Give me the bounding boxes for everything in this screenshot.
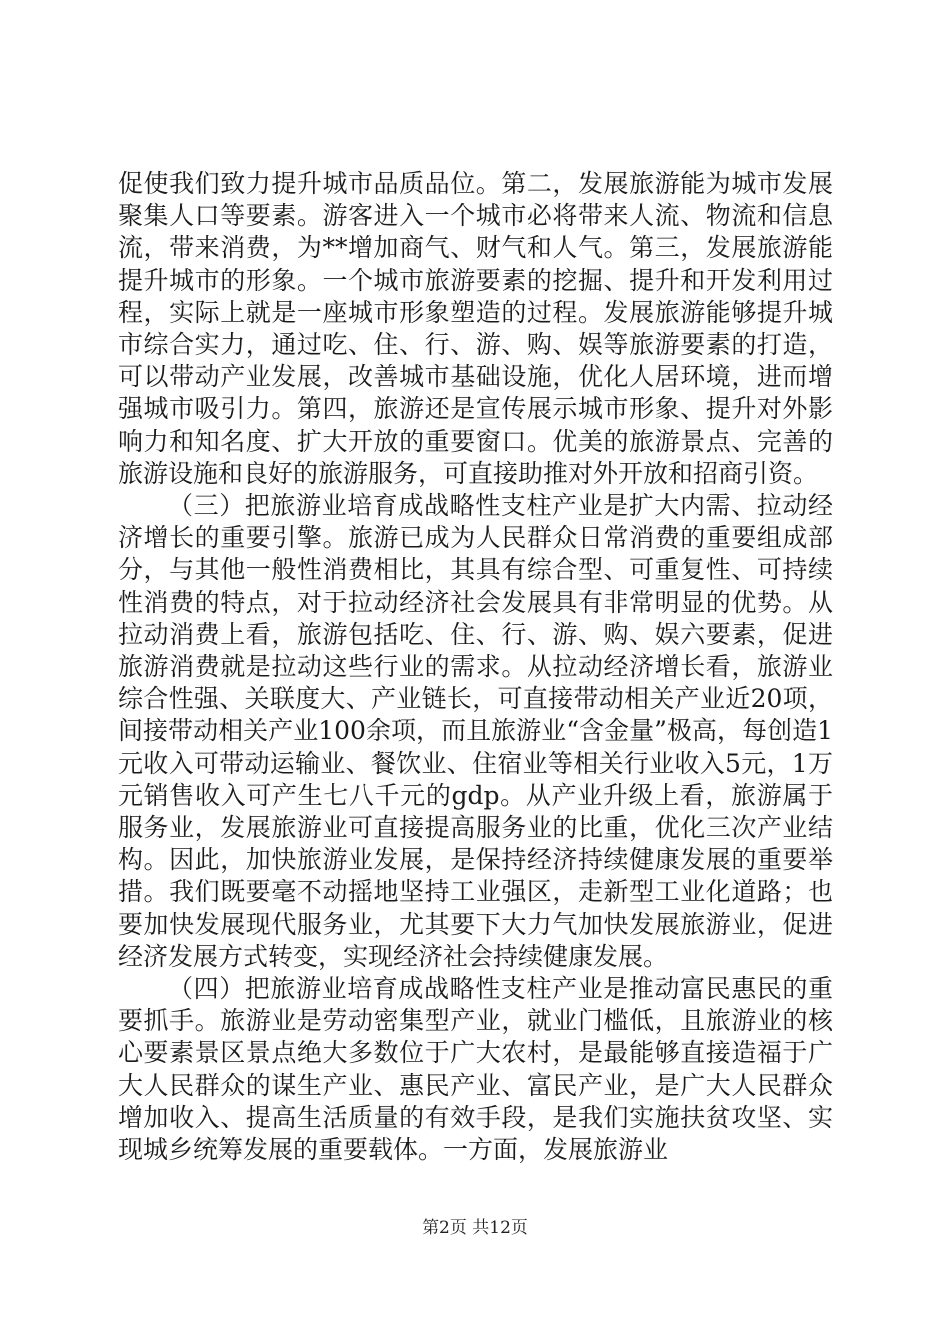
- document-body: [118, 168, 833, 1166]
- paragraph-section-three: （三）把旅游业培育成战略性支柱产业是扩大内需、拉动经济增长的重要引擎。旅游已成为人民群众日常消费的重要组成部分，与其他一般性消费相比，其具有综合型、可重复性、可持续性消费的特点，对于拉动经济社会发展具有非常明显的优势。从拉动消费上看，旅游包括吃、住、行、游、购、娱六要素，促进旅游消费就是拉动这些行业的需求。从拉动经济增长看，旅游业综合性强、关联度大、产业链长，可直接带动相关产业近20项，间接带动相关产业100余项，而且旅游业“含金量”极高，每创造1元收入可带动运输业、餐饮业、住宿业等相关行业收入5元，1万元销售收入可产生七八千元的gdp。从产业升级上看，旅游属于服务业，发展旅游业可直接提高服务业的比重，优化三次产业结构。因此，加快旅游业发展，是保持经济持续健康发展的重要举措。我们既要毫不动摇地坚持工业强区，走新型工业化道路；也要加快发展现代服务业，尤其要下大力气加快发展旅游业，促进经济发展方式转变，实现经济社会持续健康发展。: [118, 491, 833, 971]
- paragraph-section-four: （四）把旅游业培育成战略性支柱产业是推动富民惠民的重要抓手。旅游业是劳动密集型产业，就业门槛低，且旅游业的核心要素景区景点绝大多数位于广大农村，是最能够直接造福于广大人民群众的谋生产业、惠民产业、富民产业，是广大人民群众增加收入、提高生活质量的有效手段，是我们实施扶贫攻坚、实现城乡统筹发展的重要载体。一方面，发展旅游业: [118, 974, 833, 1165]
- paragraph-continued: 促使我们致力提升城市品质品位。第二，发展旅游能为城市发展聚集人口等要素。游客进入一个城市必将带来人流、物流和信息流，带来消费，为**增加商气、财气和人气。第三，发展旅游能提升城市的形象。一个城市旅游要素的挖掘、提升和开发利用过程，实际上就是一座城市形象塑造的过程。发展旅游能够提升城市综合实力，通过吃、住、行、游、购、娱等旅游要素的打造，可以带动产业发展，改善城市基础设施，优化人居环境，进而增强城市吸引力。第四，旅游还是宣传展示城市形象、提升对外影响力和知名度、扩大开放的重要窗口。优美的旅游景点、完善的旅游设施和良好的旅游服务，可直接助推对外开放和招商引资。: [118, 169, 833, 488]
- page-number-footer: 第2页 共12页: [422, 1218, 528, 1238]
